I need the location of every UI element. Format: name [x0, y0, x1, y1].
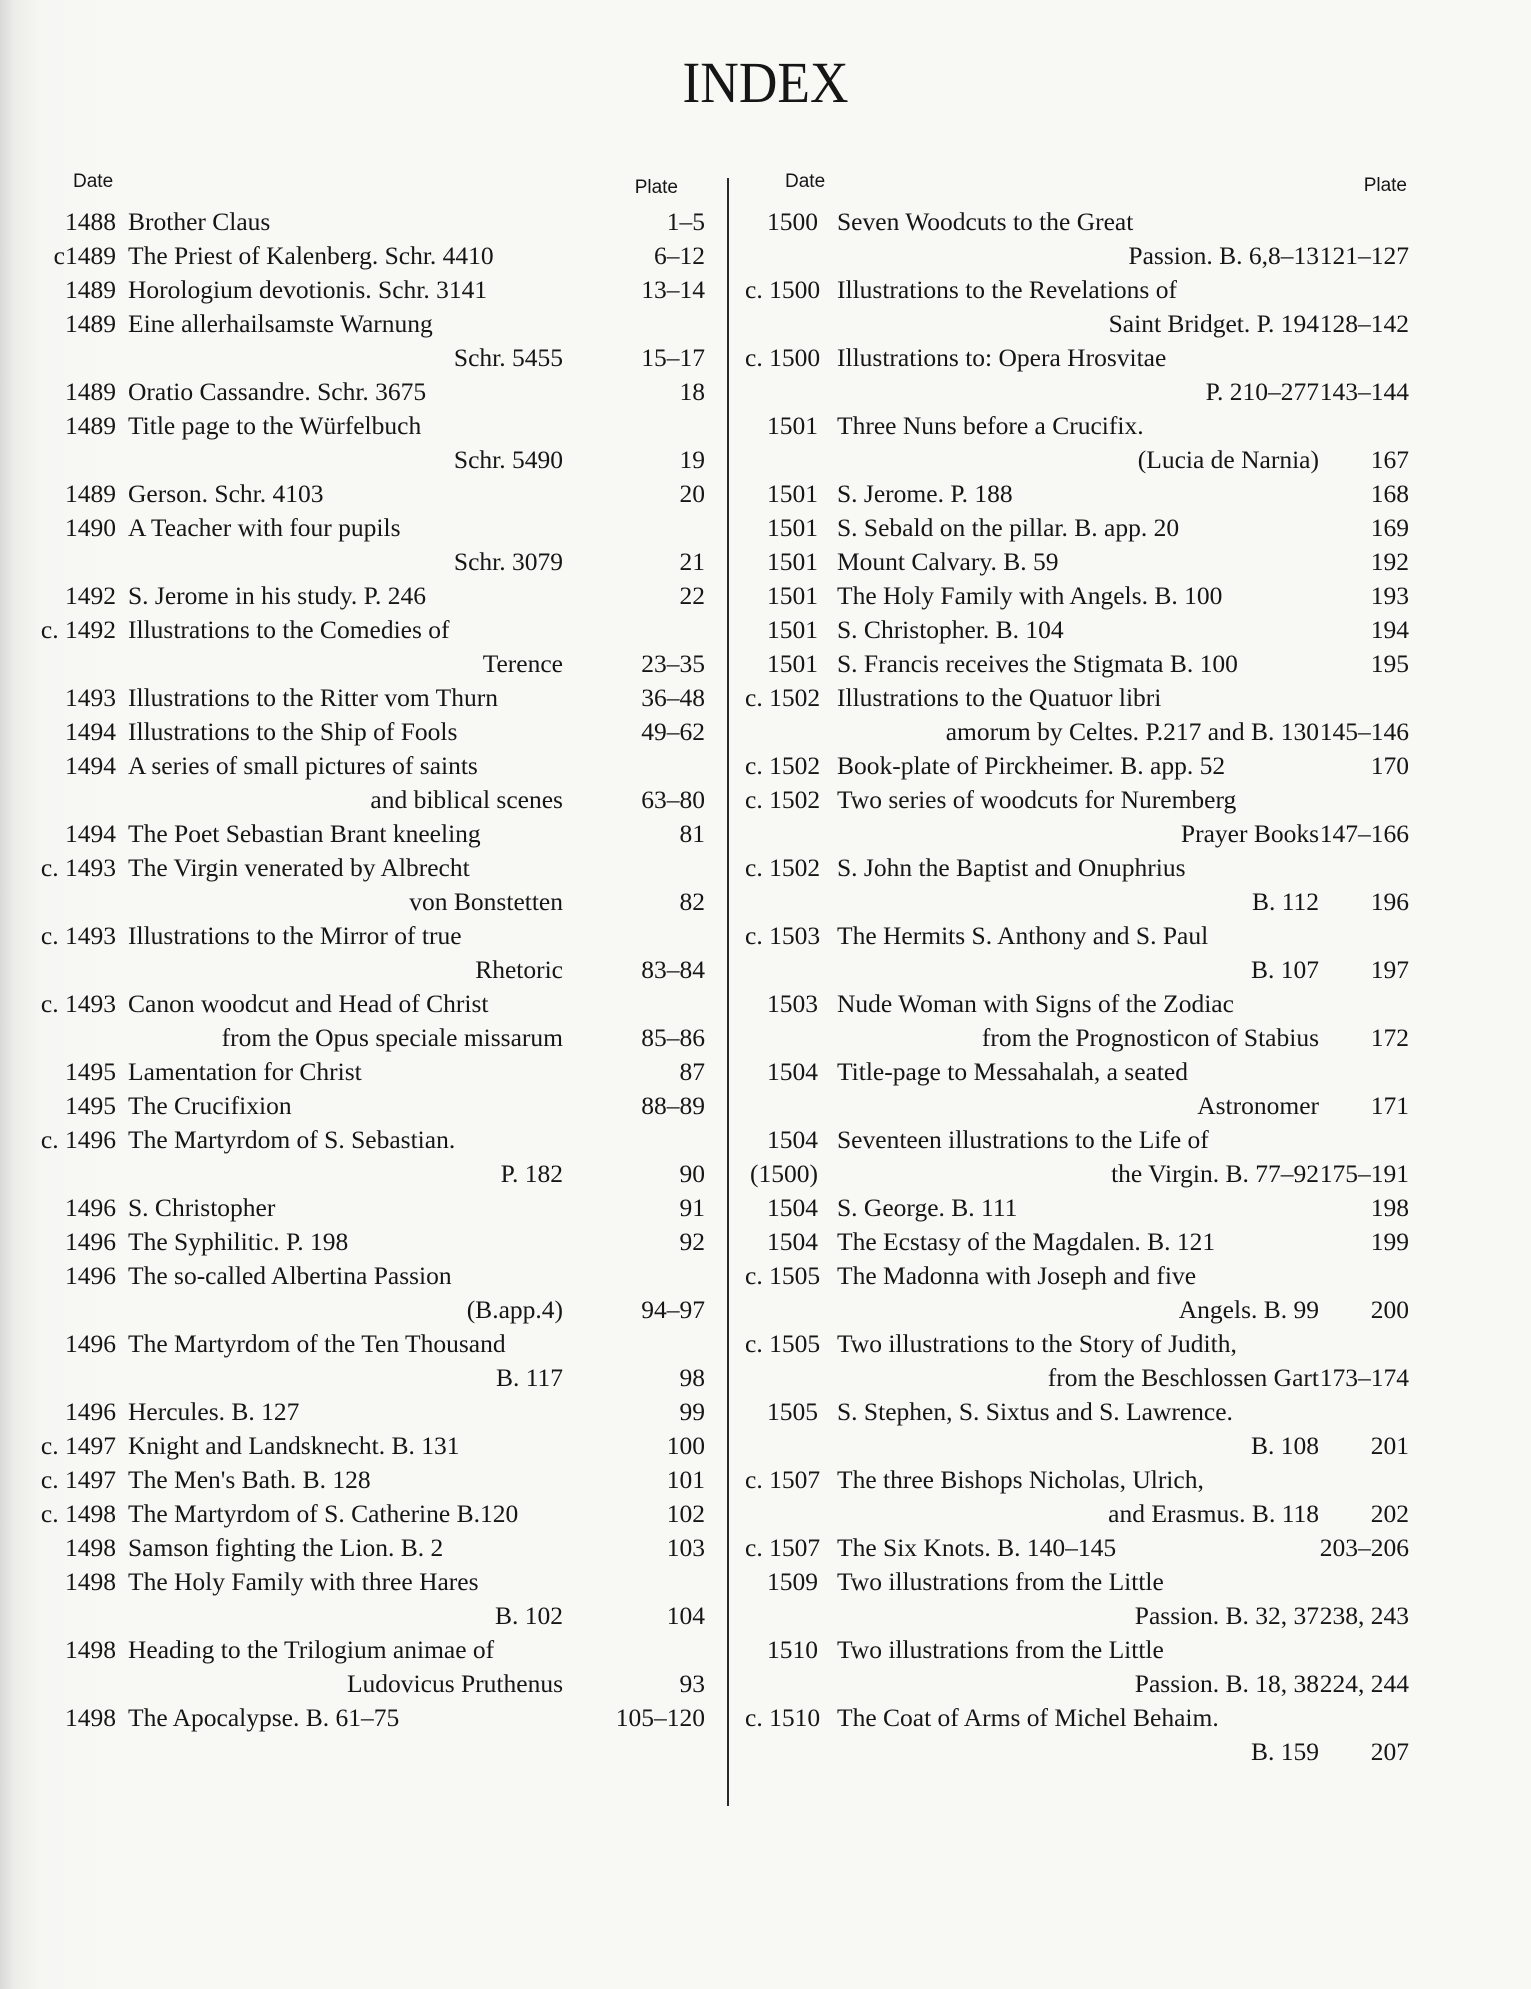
index-entry: [40, 239, 720, 273]
entry-title-continuation: B. 117: [495, 1363, 563, 1392]
entry-title: Oratio Cassandre. Schr. 3675: [128, 377, 427, 406]
entry-title: Seventeen illustrations to the Life of: [837, 1125, 1209, 1154]
date-header: Date: [785, 171, 826, 192]
entry-plate: 98: [679, 1363, 705, 1392]
entry-date: 1498: [65, 1635, 116, 1664]
entry-plate: 21: [679, 547, 705, 576]
entry-title-continuation: Passion. B. 6,8–13: [1128, 241, 1319, 270]
index-entry: [745, 613, 1425, 647]
entry-title: A Teacher with four pupils: [128, 513, 401, 542]
entry-plate: 99: [679, 1397, 705, 1426]
entry-title: Mount Calvary. B. 59: [837, 547, 1059, 576]
index-entry: [40, 511, 720, 579]
entry-date: c. 1507: [745, 1465, 821, 1494]
index-entry: [40, 1055, 720, 1089]
index-entry: [745, 681, 1425, 749]
entry-plate: 88–89: [641, 1091, 705, 1120]
entry-date: 1504: [767, 1227, 818, 1256]
index-entry: [40, 375, 720, 409]
entry-plate: 1–5: [666, 207, 705, 236]
entry-title-continuation: (Lucia de Narnia): [1137, 445, 1319, 474]
index-entries: [745, 205, 1425, 1769]
index-entry: [745, 1327, 1425, 1395]
entry-date: 1489: [65, 377, 116, 406]
index-entry: [745, 273, 1425, 341]
entry-date: 1501: [767, 581, 818, 610]
entry-date: 1509: [767, 1567, 818, 1596]
index-entry: [40, 1565, 720, 1633]
index-entry: [745, 205, 1425, 273]
entry-date: 1504: [767, 1057, 818, 1086]
index-entry: [40, 681, 720, 715]
entry-date: 1501: [767, 615, 818, 644]
entry-title: Two illustrations to the Story of Judith,: [837, 1329, 1237, 1358]
entry-title-continuation: from the Opus speciale missarum: [221, 1023, 563, 1052]
entry-title-continuation: Rhetoric: [475, 955, 563, 984]
entry-title-continuation: and Erasmus. B. 118: [1108, 1499, 1319, 1528]
index-entry: [745, 477, 1425, 511]
entry-title: S. Jerome in his study. P. 246: [128, 581, 426, 610]
entry-title: The Martyrdom of S. Catherine B.120: [128, 1499, 519, 1528]
entry-title: Nude Woman with Signs of the Zodiac: [837, 989, 1234, 1018]
index-entry: [745, 1225, 1425, 1259]
entry-plate: 63–80: [641, 785, 705, 814]
entry-plate: 173–174: [1319, 1363, 1409, 1392]
entry-title: S. Francis receives the Stigmata B. 100: [837, 649, 1238, 678]
index-entry: [745, 341, 1425, 409]
entry-title: Title-page to Messahalah, a seated: [837, 1057, 1188, 1086]
entry-plate: 36–48: [641, 683, 705, 712]
entry-plate: 171: [1370, 1091, 1409, 1120]
entry-plate: 201: [1370, 1431, 1409, 1460]
entry-title: The Coat of Arms of Michel Behaim.: [837, 1703, 1219, 1732]
entry-plate: 175–191: [1319, 1159, 1409, 1188]
entry-date: c1489: [53, 241, 116, 270]
entry-date: 1489: [65, 309, 116, 338]
entry-date: 1500: [767, 207, 818, 236]
index-entry: [745, 409, 1425, 477]
index-entry: [40, 987, 720, 1055]
index-column-left: [40, 165, 720, 1735]
entry-date: 1489: [65, 275, 116, 304]
entry-title-continuation: B. 159: [1250, 1737, 1319, 1766]
index-entry: [40, 1531, 720, 1565]
entry-alt-date: (1500): [750, 1159, 818, 1188]
entry-title: Title page to the Würfelbuch: [128, 411, 422, 440]
entry-date: 1494: [65, 819, 116, 848]
entry-title-continuation: P. 182: [500, 1159, 563, 1188]
entry-date: c. 1507: [745, 1533, 821, 1562]
entry-plate: 145–146: [1319, 717, 1409, 746]
entry-date: c. 1502: [745, 853, 821, 882]
entry-plate: 93: [679, 1669, 705, 1698]
entry-title: Illustrations to the Ship of Fools: [128, 717, 458, 746]
entry-title: Illustrations to the Revelations of: [837, 275, 1177, 304]
entry-date: c. 1492: [40, 615, 116, 644]
entry-date: c. 1493: [40, 921, 116, 950]
entry-title-continuation: B. 108: [1250, 1431, 1319, 1460]
index-entry: [745, 919, 1425, 987]
entry-title-continuation: Prayer Books: [1180, 819, 1319, 848]
entry-title-continuation: Astronomer: [1197, 1091, 1319, 1120]
entry-plate: 90: [679, 1159, 705, 1188]
index-entry: [40, 1429, 720, 1463]
entry-title: Canon woodcut and Head of Christ: [128, 989, 489, 1018]
entry-title-continuation: from the Prognosticon of Stabius: [981, 1023, 1319, 1052]
entry-title: The Six Knots. B. 140–145: [837, 1533, 1117, 1562]
entry-title: Knight and Landsknecht. B. 131: [128, 1431, 460, 1460]
entry-title: Heading to the Trilogium animae of: [128, 1635, 495, 1664]
entry-title: S. Stephen, S. Sixtus and S. Lawrence.: [837, 1397, 1233, 1426]
entry-plate: 101: [666, 1465, 705, 1494]
index-entry: [40, 409, 720, 477]
entry-title: S. George. B. 111: [837, 1193, 1018, 1222]
index-entry: [40, 715, 720, 749]
entry-title: Three Nuns before a Crucifix.: [837, 411, 1144, 440]
column-header: [745, 165, 1425, 205]
entry-title: Hercules. B. 127: [128, 1397, 300, 1426]
entry-title-continuation: Passion. B. 32, 37: [1134, 1601, 1319, 1630]
entry-title: S. Christopher. B. 104: [837, 615, 1064, 644]
entry-plate: 22: [679, 581, 705, 610]
entry-title-continuation: B. 102: [494, 1601, 563, 1630]
entry-title: Illustrations to the Comedies of: [128, 615, 450, 644]
index-entry: [745, 647, 1425, 681]
index-entry: [40, 307, 720, 375]
column-divider: [727, 178, 729, 1806]
entry-title: Brother Claus: [128, 207, 271, 236]
date-header: Date: [73, 171, 114, 192]
entry-date: 1501: [767, 513, 818, 542]
entry-date: c. 1503: [745, 921, 821, 950]
entry-date: c. 1502: [745, 785, 821, 814]
entry-plate: 13–14: [641, 275, 705, 304]
plate-header: Plate: [634, 177, 678, 198]
entry-plate: 121–127: [1319, 241, 1409, 270]
entry-date: 1501: [767, 411, 818, 440]
entry-title: Gerson. Schr. 4103: [128, 479, 324, 508]
index-entry: [745, 1463, 1425, 1531]
entry-plate: 15–17: [641, 343, 705, 372]
index-entry: [40, 1497, 720, 1531]
entry-plate: 87: [679, 1057, 705, 1086]
index-entry: [745, 579, 1425, 613]
entry-title-continuation: Passion. B. 18, 38: [1134, 1669, 1319, 1698]
index-entry: [40, 1463, 720, 1497]
entry-title: S. Christopher: [128, 1193, 276, 1222]
entry-title-continuation: Schr. 5455: [453, 343, 563, 372]
entry-title: Illustrations to the Quatuor libri: [837, 683, 1162, 712]
entry-title: Two illustrations from the Little: [837, 1635, 1164, 1664]
index-entry: [40, 919, 720, 987]
entry-title: Lamentation for Christ: [128, 1057, 362, 1086]
index-entry: [745, 1395, 1425, 1463]
entry-date: 1490: [65, 513, 116, 542]
entry-title: The Holy Family with Angels. B. 100: [837, 581, 1223, 610]
entry-date: 1510: [767, 1635, 818, 1664]
entry-plate: 197: [1370, 955, 1409, 984]
index-entry: [745, 545, 1425, 579]
index-entry: [745, 783, 1425, 851]
entry-title: The Martyrdom of the Ten Thousand: [128, 1329, 506, 1358]
entry-title: The so-called Albertina Passion: [128, 1261, 452, 1290]
entry-date: c. 1493: [40, 853, 116, 882]
entry-title: The Poet Sebastian Brant kneeling: [128, 819, 481, 848]
entry-title-continuation: the Virgin. B. 77–92: [1111, 1159, 1319, 1188]
entry-title-continuation: Schr. 5490: [453, 445, 563, 474]
entry-title-continuation: (B.app.4): [466, 1295, 563, 1324]
entry-title: Illustrations to the Ritter vom Thurn: [128, 683, 498, 712]
entry-plate: 94–97: [641, 1295, 705, 1324]
entry-date: 1504: [767, 1193, 818, 1222]
entry-plate: 85–86: [641, 1023, 705, 1052]
entry-date: 1504: [767, 1125, 818, 1154]
index-entry: [40, 273, 720, 307]
entry-title: Illustrations to the Mirror of true: [128, 921, 462, 950]
entry-plate: 170: [1370, 751, 1409, 780]
index-entry: [40, 1259, 720, 1327]
entry-plate: 202: [1370, 1499, 1409, 1528]
entry-date: c. 1497: [40, 1431, 116, 1460]
index-entry: [745, 1701, 1425, 1769]
entry-plate: 20: [679, 479, 705, 508]
entry-title: Two series of woodcuts for Nuremberg: [837, 785, 1237, 814]
entry-title: The Hermits S. Anthony and S. Paul: [837, 921, 1209, 950]
index-entry: [40, 1089, 720, 1123]
entry-title-continuation: from the Beschlossen Gart: [1047, 1363, 1319, 1392]
index-entry: [40, 1327, 720, 1395]
index-entry: [40, 477, 720, 511]
entry-plate: 18: [679, 377, 705, 406]
entry-plate: 143–144: [1319, 377, 1409, 406]
entry-title: Samson fighting the Lion. B. 2: [128, 1533, 444, 1562]
entry-plate: 168: [1370, 479, 1409, 508]
entry-plate: 169: [1370, 513, 1409, 542]
entry-title-continuation: B. 107: [1250, 955, 1319, 984]
entry-title: Eine allerhailsamste Warnung: [128, 309, 433, 338]
entry-title: Horologium devotionis. Schr. 3141: [128, 275, 488, 304]
entry-title-continuation: Saint Bridget. P. 194: [1108, 309, 1319, 338]
entry-title: The Holy Family with three Hares: [128, 1567, 479, 1596]
index-entry: [745, 987, 1425, 1055]
entry-plate: 83–84: [641, 955, 705, 984]
entry-date: c. 1498: [40, 1499, 116, 1528]
entry-date: c. 1500: [745, 343, 821, 372]
entry-plate: 195: [1370, 649, 1409, 678]
index-entry: [40, 1123, 720, 1191]
entry-plate: 200: [1370, 1295, 1409, 1324]
entry-date: 1495: [65, 1091, 116, 1120]
index-entry: [40, 1225, 720, 1259]
entry-title: The Madonna with Joseph and five: [837, 1261, 1197, 1290]
entry-date: c. 1497: [40, 1465, 116, 1494]
entry-plate: 91: [679, 1193, 705, 1222]
entry-plate: 147–166: [1319, 819, 1409, 848]
plate-header: Plate: [1363, 175, 1407, 196]
entry-plate: 192: [1370, 547, 1409, 576]
index-entry: [40, 851, 720, 919]
entry-title: The Priest of Kalenberg. Schr. 4410: [128, 241, 494, 270]
index-entries: [40, 205, 720, 1735]
entry-title-continuation: Schr. 3079: [453, 547, 563, 576]
entry-title: S. Jerome. P. 188: [837, 479, 1013, 508]
index-entry: [40, 817, 720, 851]
entry-title-continuation: Angels. B. 99: [1178, 1295, 1319, 1324]
entry-date: c. 1493: [40, 989, 116, 1018]
index-entry: [745, 1259, 1425, 1327]
entry-plate: 104: [666, 1601, 705, 1630]
entry-date: 1496: [65, 1227, 116, 1256]
index-entry: [40, 579, 720, 613]
entry-title: Book-plate of Pirckheimer. B. app. 52: [837, 751, 1226, 780]
entry-date: 1492: [65, 581, 116, 610]
entry-plate: 199: [1370, 1227, 1409, 1256]
entry-plate: 6–12: [654, 241, 705, 270]
entry-title: The Syphilitic. P. 198: [128, 1227, 349, 1256]
entry-date: 1496: [65, 1261, 116, 1290]
entry-plate: 82: [679, 887, 705, 916]
entry-title: The Ecstasy of the Magdalen. B. 121: [837, 1227, 1216, 1256]
entry-plate: 172: [1370, 1023, 1409, 1052]
entry-plate: 23–35: [641, 649, 705, 678]
entry-date: 1505: [767, 1397, 818, 1426]
entry-title: The Men's Bath. B. 128: [128, 1465, 371, 1494]
entry-title: The Apocalypse. B. 61–75: [128, 1703, 400, 1732]
entry-plate: 81: [679, 819, 705, 848]
index-entry: [745, 511, 1425, 545]
entry-date: 1498: [65, 1703, 116, 1732]
index-entry: [40, 1633, 720, 1701]
entry-date: c. 1505: [745, 1261, 821, 1290]
entry-date: 1496: [65, 1329, 116, 1358]
entry-date: 1489: [65, 479, 116, 508]
entry-date: 1501: [767, 547, 818, 576]
index-entry: [40, 1701, 720, 1735]
entry-date: 1498: [65, 1533, 116, 1562]
index-entry: [745, 1123, 1425, 1191]
entry-title: The Martyrdom of S. Sebastian.: [128, 1125, 456, 1154]
entry-title-continuation: and biblical scenes: [370, 785, 563, 814]
entry-plate: 100: [666, 1431, 705, 1460]
entry-title: S. Sebald on the pillar. B. app. 20: [837, 513, 1180, 542]
entry-title: A series of small pictures of saints: [128, 751, 478, 780]
entry-date: c. 1502: [745, 751, 821, 780]
entry-plate: 203–206: [1319, 1533, 1409, 1562]
entry-date: 1498: [65, 1567, 116, 1596]
entry-date: 1493: [65, 683, 116, 712]
entry-date: 1503: [767, 989, 818, 1018]
entry-title-continuation: Ludovicus Pruthenus: [346, 1669, 563, 1698]
index-entry: [40, 1191, 720, 1225]
entry-plate: 238, 243: [1319, 1601, 1409, 1630]
entry-plate: 102: [666, 1499, 705, 1528]
entry-date: c. 1502: [745, 683, 821, 712]
entry-date: c. 1510: [745, 1703, 821, 1732]
entry-date: c. 1505: [745, 1329, 821, 1358]
entry-title: S. John the Baptist and Onuphrius: [837, 853, 1186, 882]
index-entry: [745, 1191, 1425, 1225]
entry-plate: 49–62: [641, 717, 705, 746]
entry-title-continuation: von Bonstetten: [409, 887, 563, 916]
page-title: INDEX: [682, 50, 849, 115]
entry-date: 1494: [65, 717, 116, 746]
index-entry: [40, 1395, 720, 1429]
entry-title: The Crucifixion: [128, 1091, 292, 1120]
index-entry: [745, 1633, 1425, 1701]
entry-date: 1488: [65, 207, 116, 236]
index-entry: [745, 1531, 1425, 1565]
entry-date: c. 1496: [40, 1125, 116, 1154]
entry-plate: 224, 244: [1319, 1669, 1409, 1698]
column-header: [40, 165, 720, 205]
entry-title-continuation: amorum by Celtes. P.217 and B. 130: [945, 717, 1319, 746]
entry-plate: 103: [666, 1533, 705, 1562]
index-entry: [40, 749, 720, 817]
entry-title: Illustrations to: Opera Hrosvitae: [837, 343, 1167, 372]
entry-title: The Virgin venerated by Albrecht: [128, 853, 470, 882]
entry-date: 1495: [65, 1057, 116, 1086]
index-entry: [745, 1565, 1425, 1633]
entry-date: 1496: [65, 1193, 116, 1222]
entry-title-continuation: B. 112: [1251, 887, 1319, 916]
index-entry: [745, 749, 1425, 783]
entry-title: Two illustrations from the Little: [837, 1567, 1164, 1596]
entry-plate: 193: [1370, 581, 1409, 610]
index-entry: [40, 613, 720, 681]
entry-plate: 128–142: [1319, 309, 1409, 338]
entry-date: 1501: [767, 649, 818, 678]
entry-plate: 196: [1370, 887, 1409, 916]
entry-title: The three Bishops Nicholas, Ulrich,: [837, 1465, 1204, 1494]
entry-plate: 198: [1370, 1193, 1409, 1222]
index-entry: [745, 1055, 1425, 1123]
entry-date: 1496: [65, 1397, 116, 1426]
entry-plate: 19: [679, 445, 705, 474]
entry-date: 1501: [767, 479, 818, 508]
entry-plate: 167: [1370, 445, 1409, 474]
entry-date: 1494: [65, 751, 116, 780]
entry-date: 1489: [65, 411, 116, 440]
entry-title: Seven Woodcuts to the Great: [837, 207, 1134, 236]
index-entry: [40, 205, 720, 239]
entry-plate: 105–120: [615, 1703, 705, 1732]
entry-date: c. 1500: [745, 275, 821, 304]
index-column-right: [745, 165, 1425, 1769]
index-entry: [745, 851, 1425, 919]
entry-title-continuation: P. 210–277: [1205, 377, 1319, 406]
entry-plate: 92: [679, 1227, 705, 1256]
entry-plate: 194: [1370, 615, 1409, 644]
entry-title-continuation: Terence: [482, 649, 563, 678]
entry-plate: 207: [1370, 1737, 1409, 1766]
